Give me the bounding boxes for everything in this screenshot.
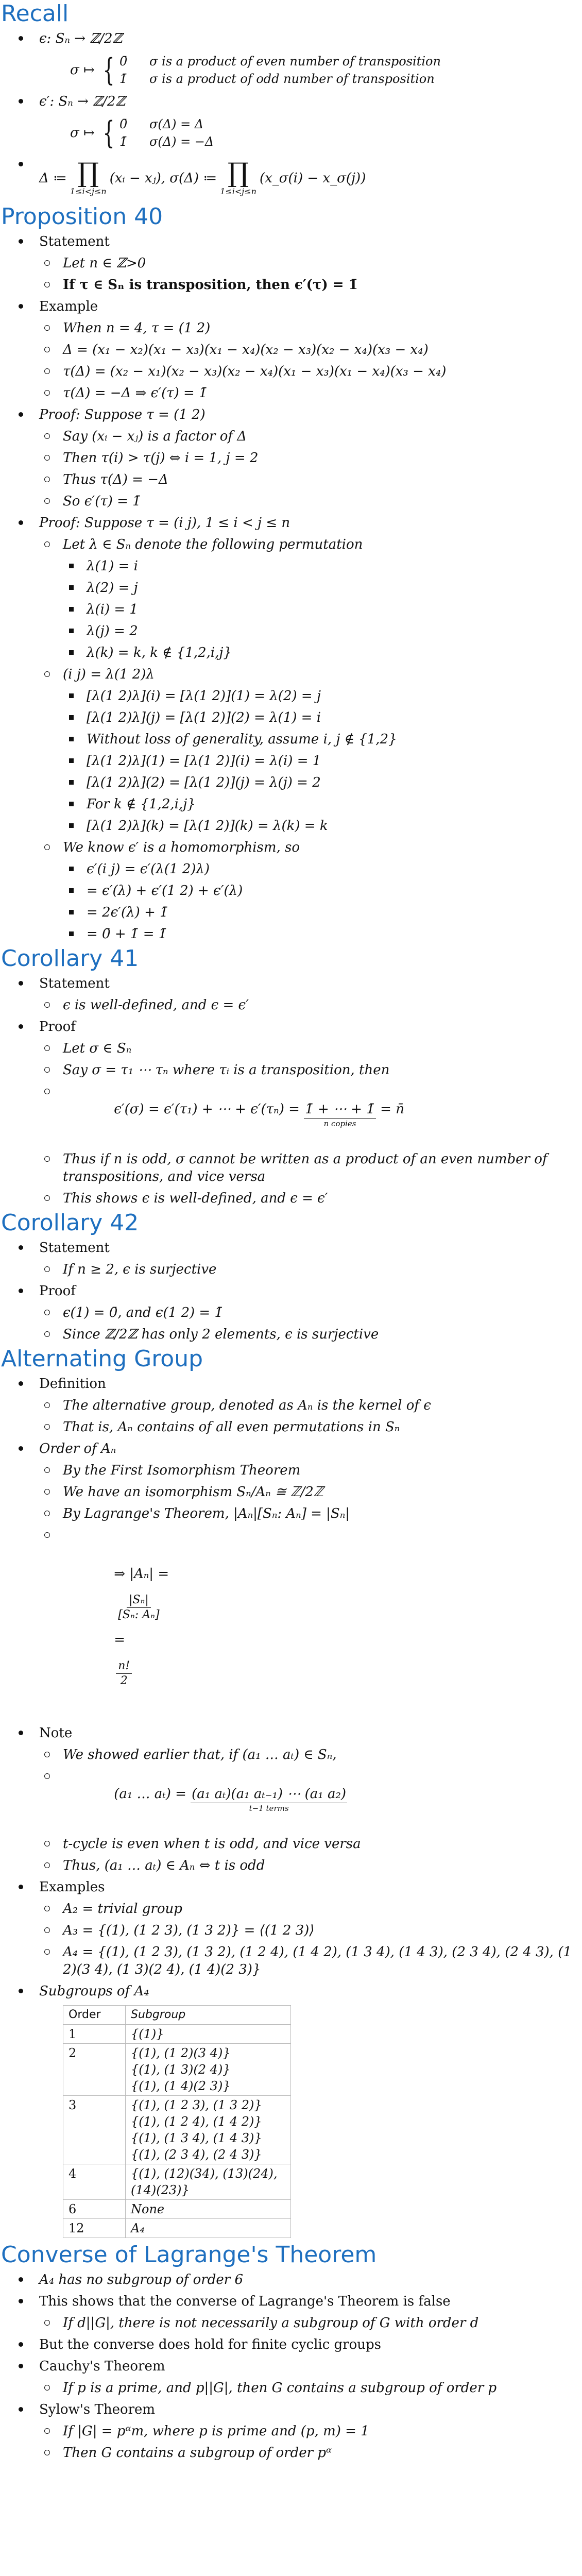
epsilon-prime-cases xyxy=(39,112,582,154)
list-item: But the converse does hold for finite cyclic groups xyxy=(39,2337,381,2352)
subgroup-cell xyxy=(126,2219,291,2238)
list-item xyxy=(0,1722,582,1876)
subgroup-entry: {(1), (2 3 4), (2 4 3)} xyxy=(131,2147,262,2162)
list-item: λ(i) = 1 xyxy=(87,602,138,617)
list-item xyxy=(0,512,582,945)
list-item: If p is a prime, and p||G|, then G contains a subgroup of order p xyxy=(63,2380,497,2396)
case-text: σ is a product of odd number of transposition xyxy=(149,72,435,86)
list-item xyxy=(0,1237,582,1280)
list-item: [λ(1 2)λ](i) = [λ(1 2)](1) = λ(2) = j xyxy=(87,688,321,704)
list-item: Then τ(i) > τ(j) ⇔ i = 1, j = 2 xyxy=(63,450,259,466)
list-item: If d||G|, there is not necessarily a subgroup of G with order d xyxy=(63,2315,479,2331)
converse-list xyxy=(0,2269,582,2464)
list-item: [λ(1 2)λ](2) = [λ(1 2)](j) = λ(j) = 2 xyxy=(87,775,321,790)
subgroup-cell xyxy=(126,2025,291,2044)
section-title-cor41: Corollary 41 xyxy=(1,945,139,972)
list-item: Thus, (a₁ … aₜ) ∈ Aₙ ⇔ t is odd xyxy=(63,1858,265,1873)
note-label: Note xyxy=(39,1725,73,1741)
fraction-denominator: [Sₙ: Aₙ] xyxy=(118,1608,160,1621)
list-item: We showed earlier that, if (a₁ … aₜ) ∈ Sₙ, xyxy=(63,1747,337,1762)
list-item xyxy=(63,1524,582,1722)
product-subscript: 1≤i<j≤n xyxy=(220,187,256,196)
list-item: [λ(1 2)λ](k) = [λ(1 2)](k) = λ(k) = k xyxy=(87,818,328,834)
case-value: 0̄ xyxy=(119,54,128,69)
list-item: If |G| = pᵅm, where p is prime and (p, m) = 1 xyxy=(63,2424,369,2439)
cases-lhs: σ ↦ xyxy=(70,125,95,141)
table-wrap xyxy=(39,2005,582,2238)
epsilon-definition: ϵ: Sₙ → ℤ/2ℤ xyxy=(39,31,123,46)
statement-label: Statement xyxy=(39,234,110,249)
subgroup-entry: {(1), (1 3 4), (1 4 3)} xyxy=(131,2131,262,2145)
proof-label: Proof: Suppose τ = (1 2) xyxy=(39,407,206,422)
cases-block xyxy=(119,115,214,150)
table-row xyxy=(63,2096,291,2164)
equation-lhs: ϵ′(σ) = ϵ′(τ₁) + ⋯ + ϵ′(τₙ) = xyxy=(114,1101,304,1117)
delta-definition xyxy=(39,154,582,203)
list-item: A₂ = trivial group xyxy=(63,1901,182,1917)
section-title-cor42: Corollary 42 xyxy=(1,1210,139,1236)
subgroups-label: Subgroups of A₄ xyxy=(39,1984,149,1999)
list-item xyxy=(0,973,582,1016)
table-body xyxy=(63,2025,291,2238)
list-item xyxy=(0,1438,582,1722)
list-item: = 2ϵ′(λ) + 1̄ xyxy=(87,905,168,920)
subgroup-cell xyxy=(126,2164,291,2200)
proof-label: Proof xyxy=(39,1019,76,1035)
equation-lhs: ⇒ |Aₙ| = xyxy=(114,1566,169,1582)
delta-lhs: Δ ≔ xyxy=(39,171,67,186)
case-value: 1̄ xyxy=(119,134,128,149)
order-cell: 6 xyxy=(63,2200,126,2219)
list-item xyxy=(0,2399,582,2464)
list-item: Since ℤ/2ℤ has only 2 elements, ϵ is surjective xyxy=(63,1327,379,1342)
example-label: Example xyxy=(39,299,98,314)
proof-label: Proof xyxy=(39,1283,76,1299)
list-item: Cauchy's Theorem xyxy=(39,2359,165,2374)
subgroups-table xyxy=(63,2005,291,2238)
cor41-list xyxy=(0,973,582,1209)
list-item: Say (xᵢ − xⱼ) is a factor of Δ xyxy=(63,429,247,444)
subgroup-entry: {(1)} xyxy=(131,2027,164,2041)
list-item: ϵ(1) = 0̄, and ϵ(1 2) = 1̄ xyxy=(63,1305,223,1320)
list-item: λ(k) = k, k ∉ {1,2,i,j} xyxy=(87,645,232,660)
table-row xyxy=(63,2164,291,2200)
recall-list xyxy=(0,28,582,203)
delta-term: (xᵢ − xⱼ), σ(Δ) ≔ xyxy=(109,171,217,186)
order-cell: 12 xyxy=(63,2219,126,2238)
list-item: We have an isomorphism Sₙ/Aₙ ≅ ℤ/2ℤ xyxy=(63,1484,324,1500)
subgroup-entry: None xyxy=(131,2202,165,2216)
table-row xyxy=(63,2025,291,2044)
list-item: ϵ′(i j) = ϵ′(λ(1 2)λ) xyxy=(87,861,210,877)
list-item xyxy=(0,404,582,512)
epsilon-cases xyxy=(39,49,582,91)
list-item: τ(Δ) = (x₂ − x₁)(x₂ − x₃)(x₂ − x₄)(x₁ − x₃)(x₁ − x₄)(x₃ − x₄) xyxy=(63,364,447,379)
table-header: Order xyxy=(63,2006,126,2025)
epsilon-prime-definition: ϵ′: Sₙ → ℤ/2ℤ xyxy=(39,94,126,109)
list-item: By Lagrange's Theorem, |Aₙ|[Sₙ: Aₙ] = |Sₙ| xyxy=(63,1506,350,1521)
list-item: τ(Δ) = −Δ ⇒ ϵ′(τ) = 1̄ xyxy=(63,385,208,401)
list-item: Thus τ(Δ) = −Δ xyxy=(63,472,168,487)
subgroup-entry: {(1), (1 4)(2 3)} xyxy=(131,2079,231,2093)
subgroup-cell xyxy=(126,2044,291,2096)
equals-sign: = xyxy=(114,1632,125,1648)
case-text: σ is a product of even number of transposition xyxy=(149,54,441,69)
list-item: λ(2) = j xyxy=(87,580,138,596)
statement-label: Statement xyxy=(39,976,110,991)
fraction xyxy=(116,1659,132,1688)
list-item xyxy=(0,28,582,91)
list-item: The alternative group, denoted as Aₙ is the kernel of ϵ xyxy=(63,1398,431,1413)
underbrace-content: (a₁ aₜ)(a₁ aₜ₋₁) ⋯ (a₁ a₂) xyxy=(191,1785,347,1803)
list-item xyxy=(0,1876,582,1980)
underbrace-group xyxy=(304,1100,376,1129)
list-item xyxy=(0,1373,582,1438)
list-item xyxy=(0,1280,582,1345)
underbrace-group xyxy=(191,1785,347,1814)
subgroup-entry: {(1), (1 3)(2 4)} xyxy=(131,2062,231,2077)
section-title-converse: Converse of Lagrange's Theorem xyxy=(1,2242,377,2268)
order-cell: 1 xyxy=(63,2025,126,2044)
table-row xyxy=(63,2219,291,2238)
list-item: Δ = (x₁ − x₂)(x₁ − x₃)(x₁ − x₄)(x₂ − x₃)(x₂ − x₄)(x₃ − x₄) xyxy=(63,342,429,358)
list-item: This shows that the converse of Lagrange's Theorem is false xyxy=(39,2294,451,2309)
list-item: [λ(1 2)λ](1) = [λ(1 2)](i) = λ(i) = 1 xyxy=(87,753,321,769)
prop40-list xyxy=(0,231,582,945)
fraction xyxy=(116,1593,161,1622)
examples-label: Examples xyxy=(39,1879,105,1895)
statement-label: Statement xyxy=(39,1240,110,1256)
list-item: A₄ = {(1), (1 2 3), (1 3 2), (1 2 4), (1 4 2), (1 3 4), (1 4 3), (2 3 4), (2 4 3), (1 2)(3 4), (1 3)(2 4), (1 4)(2 3)} xyxy=(63,1944,572,1977)
cases-block xyxy=(119,53,441,88)
list-item: Let σ ∈ Sₙ xyxy=(63,1041,132,1056)
list-item: t-cycle is even when t is odd, and vice versa xyxy=(63,1836,361,1852)
list-item xyxy=(0,296,582,404)
alt-list xyxy=(0,1373,582,2238)
list-item: A₄ has no subgroup of order 6 xyxy=(39,2272,243,2287)
list-item: A₃ = {(1), (1 2 3), (1 3 2)} = ⟨(1 2 3)⟩ xyxy=(63,1923,315,1938)
underbrace-caption: n copies xyxy=(323,1119,356,1128)
list-item: (i j) = λ(1 2)λ xyxy=(63,667,155,682)
order-cell: 3 xyxy=(63,2096,126,2164)
proof-label: Proof: Suppose τ = (i j), 1 ≤ i < j ≤ n xyxy=(39,515,290,531)
section-title-recall: Recall xyxy=(1,1,69,27)
list-item: Without loss of generality, assume i, j ∉ {1,2} xyxy=(87,732,397,747)
list-item: That is, Aₙ contains of all even permutations in Sₙ xyxy=(63,1419,400,1435)
definition-label: Definition xyxy=(39,1376,106,1392)
list-item: Let λ ∈ Sₙ denote the following permutation xyxy=(63,537,363,552)
list-item: Sylow's Theorem xyxy=(39,2402,156,2417)
list-item: For k ∉ {1,2,i,j} xyxy=(87,796,196,812)
underbrace-caption: t−1 terms xyxy=(249,1804,289,1813)
table-row xyxy=(63,2200,291,2219)
list-item: Thus if n is odd, σ cannot be written as a product of an even number of transpositions, and vice versa xyxy=(63,1151,547,1184)
list-item: = ϵ′(λ) + ϵ′(1 2) + ϵ′(λ) xyxy=(87,883,243,899)
subgroup-entry: {(1), (12)(34), (13)(24), (14)(23)} xyxy=(131,2166,278,2197)
cases-lhs: σ ↦ xyxy=(70,62,95,78)
brace-symbol: { xyxy=(102,52,115,88)
fraction-denominator: 2 xyxy=(120,1674,128,1687)
section-title-prop40: Proposition 40 xyxy=(1,204,163,230)
underbrace-content: 1̄ + ⋯ + 1̄ xyxy=(304,1100,376,1118)
cor42-list xyxy=(0,1237,582,1345)
list-item xyxy=(0,1980,582,2238)
list-item: We know ϵ′ is a homomorphism, so xyxy=(63,840,300,855)
case-value: 1̄ xyxy=(119,72,128,86)
order-label: Order of Aₙ xyxy=(39,1441,116,1456)
list-item: When n = 4, τ = (1 2) xyxy=(63,320,211,336)
case-text: σ(Δ) = Δ xyxy=(149,117,204,131)
list-item xyxy=(0,2291,582,2334)
delta-term: (x_σ(i) − x_σ(j)) xyxy=(259,171,366,186)
product-symbol: ∏ 1≤i<j≤n xyxy=(70,158,107,196)
order-cell: 4 xyxy=(63,2164,126,2200)
list-item xyxy=(63,1766,582,1833)
section-title-alternating-group: Alternating Group xyxy=(1,1346,203,1372)
list-item: Say σ = τ₁ ⋯ τₙ where τᵢ is a transposition, then xyxy=(63,1062,390,1078)
fraction-numerator: |Sₙ| xyxy=(127,1593,151,1608)
list-item: If τ ∈ Sₙ is transposition, then ϵ′(τ) = 1̄ xyxy=(63,277,358,293)
list-item xyxy=(0,154,582,203)
list-item: λ(j) = 2 xyxy=(87,623,138,639)
list-item xyxy=(0,91,582,154)
list-item xyxy=(0,1016,582,1209)
list-item xyxy=(0,2355,582,2399)
subgroup-entry: {(1), (1 2)(3 4)} xyxy=(131,2046,231,2060)
equation-lhs: (a₁ … aₜ) = xyxy=(114,1786,191,1802)
list-item: By the First Isomorphism Theorem xyxy=(63,1463,301,1478)
subgroup-entry: {(1), (1 2 4), (1 4 2)} xyxy=(131,2114,262,2129)
subgroup-entry: {(1), (1 2 3), (1 3 2)} xyxy=(131,2098,262,2112)
table-row xyxy=(63,2044,291,2096)
list-item: Then G contains a subgroup of order pᵅ xyxy=(63,2445,332,2461)
list-item: If n ≥ 2, ϵ is surjective xyxy=(63,1262,217,1277)
table-header: Subgroup xyxy=(126,2006,291,2025)
list-item: [λ(1 2)λ](j) = [λ(1 2)](2) = λ(1) = i xyxy=(87,710,321,725)
list-item xyxy=(63,1081,582,1148)
list-item: λ(1) = i xyxy=(87,558,138,574)
list-item: Let n ∈ ℤ>0 xyxy=(63,256,146,271)
case-value: 0̄ xyxy=(119,117,128,131)
list-item: So ϵ′(τ) = 1̄ xyxy=(63,494,141,509)
equation-rhs: = n̄ xyxy=(375,1101,404,1117)
fraction-numerator: n! xyxy=(116,1659,132,1674)
list-item xyxy=(0,231,582,296)
list-item: = 0̄ + 1̄ = 1̄ xyxy=(87,926,167,942)
product-subscript: 1≤i<j≤n xyxy=(70,187,107,196)
case-text: σ(Δ) = −Δ xyxy=(149,134,214,149)
subgroup-entry: A₄ xyxy=(131,2221,145,2235)
brace-symbol: { xyxy=(102,115,115,151)
product-symbol: ∏ 1≤i<j≤n xyxy=(220,158,256,196)
list-item: This shows ϵ is well-defined, and ϵ = ϵ′ xyxy=(63,1191,328,1206)
list-item: ϵ is well-defined, and ϵ = ϵ′ xyxy=(63,997,249,1013)
order-cell: 2 xyxy=(63,2044,126,2096)
subgroup-cell xyxy=(126,2096,291,2164)
subgroup-cell xyxy=(126,2200,291,2219)
